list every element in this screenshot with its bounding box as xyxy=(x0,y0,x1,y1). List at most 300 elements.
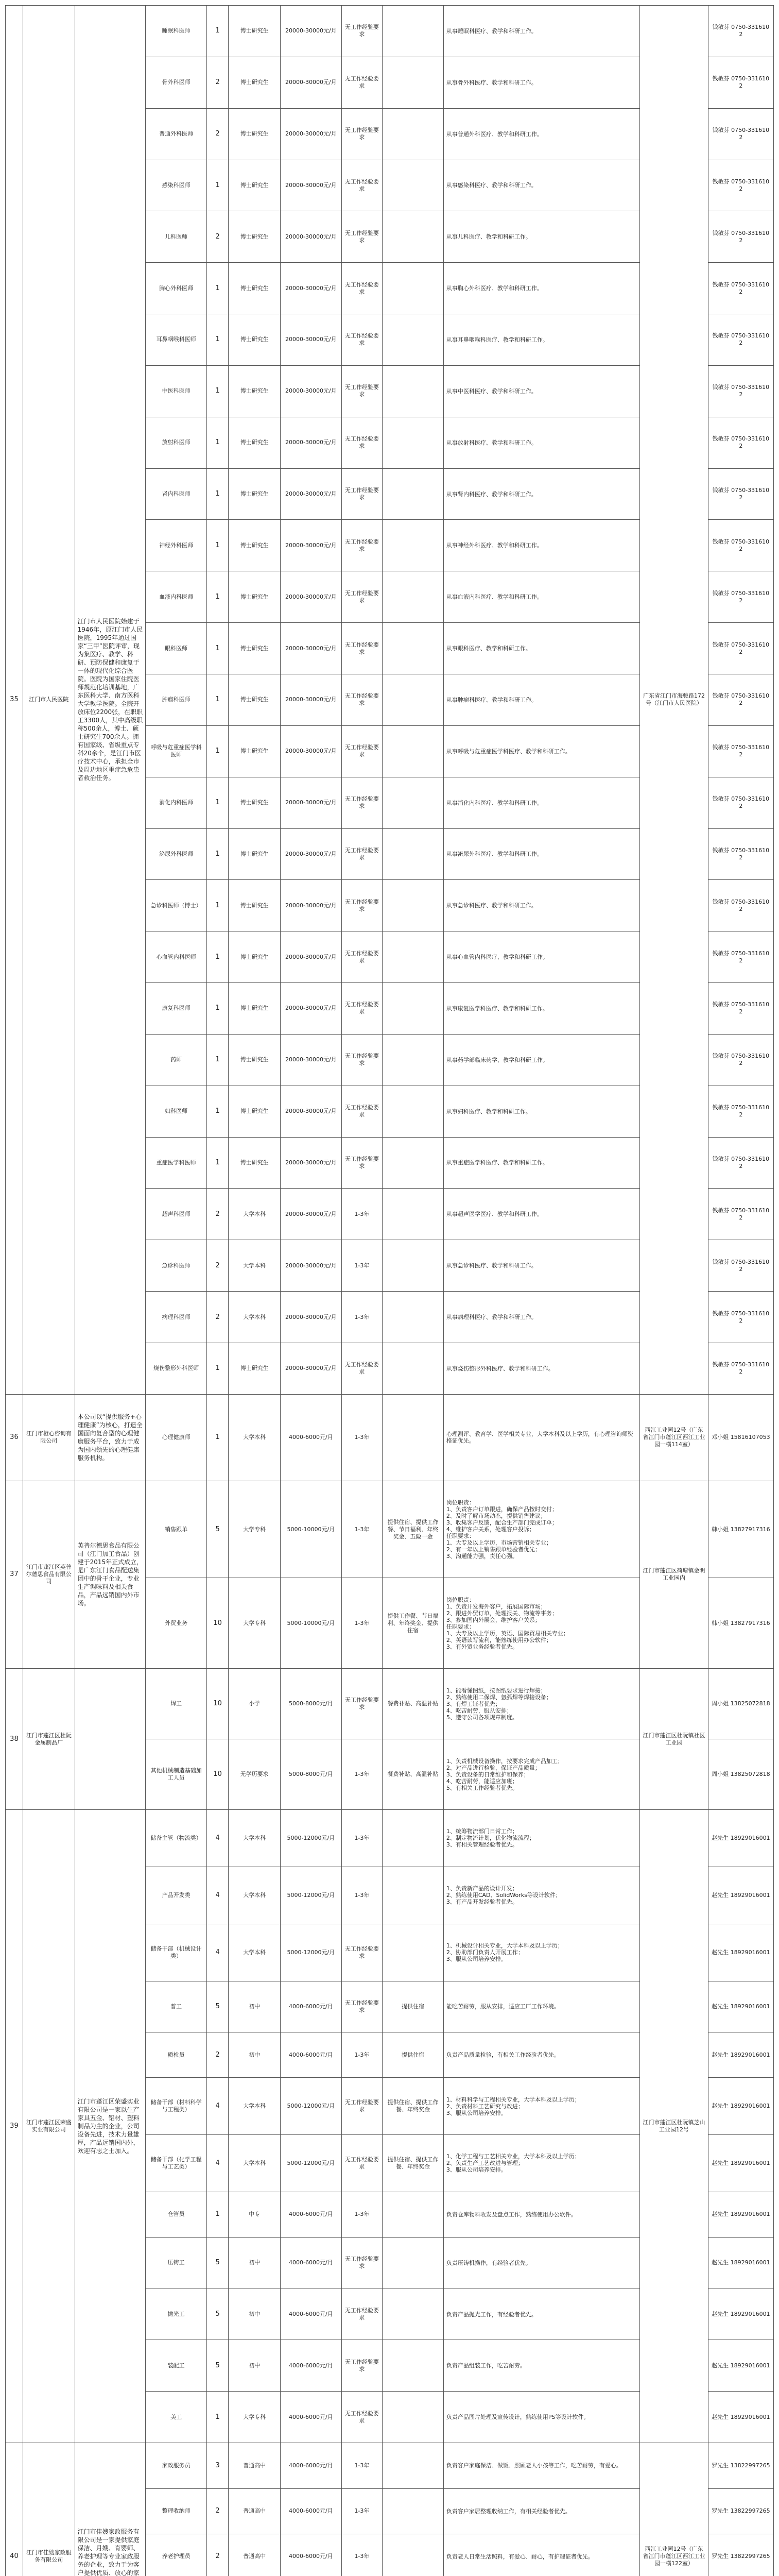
experience: 1-3年 xyxy=(341,2488,382,2534)
requirements: 从事肿瘤科医疗、教学和科研工作。 xyxy=(443,674,639,725)
headcount: 2 xyxy=(206,2488,228,2534)
contact: 赵先生 18929016001 xyxy=(708,2392,773,2443)
experience: 无工作经验要求 xyxy=(341,2078,382,2135)
requirements: 负责压铸机操作，有经验者优先。 xyxy=(443,2237,639,2289)
experience: 无工作经验要求 xyxy=(341,2340,382,2392)
table-row xyxy=(6,6,774,57)
position-name: 仓管员 xyxy=(146,2192,207,2237)
employer-name: 江门市橙心咨询有限公司 xyxy=(23,1394,75,1481)
education: 大学专科 xyxy=(229,1481,281,1578)
headcount: 2 xyxy=(206,1240,228,1292)
contact: 赵先生 18929016001 xyxy=(708,2192,773,2237)
requirements: 负责老人日常生活照料，有爱心、耐心，有护理证者优先。 xyxy=(443,2534,639,2576)
work-address: 江门市蓬江区杜阮镇社区工业园 xyxy=(640,1669,708,1810)
position-name: 耳鼻咽喉科医师 xyxy=(146,314,207,366)
position-name: 血液内科医师 xyxy=(146,571,207,623)
headcount: 1 xyxy=(206,777,228,828)
salary: 4000-6000元/月 xyxy=(281,2032,342,2078)
salary: 20000-30000元/月 xyxy=(281,674,342,725)
position-name: 康复科医师 xyxy=(146,983,207,1035)
benefits xyxy=(383,828,444,880)
contact: 罗先生 13822997265 xyxy=(708,2488,773,2534)
position-name: 质检员 xyxy=(146,2032,207,2078)
requirements: 从事药学部临床药学、教学和科研工作。 xyxy=(443,1034,639,1086)
education: 博士研究生 xyxy=(229,1034,281,1086)
requirements: 1、化学工程与工艺相关专业，大学本科及以上学历； 2、负责生产工艺改进与管理； 3、服从公司培养安排。 xyxy=(443,2135,639,2192)
experience: 无工作经验要求 xyxy=(341,417,382,468)
requirements: 负责仓库物料收发及盘点工作，熟练使用办公软件。 xyxy=(443,2192,639,2237)
headcount: 1 xyxy=(206,365,228,417)
requirements: 1、负责机械设备操作，按要求完成产品加工； 2、对产品进行检验，保证产品质量； 3、负责设备的日常维护和保养； 4、吃苦耐劳，能适应加班； 5、有相关工作经验者优先。 xyxy=(443,1739,639,1810)
requirements: 从事呼吸与危重症医学科医疗、教学和科研工作。 xyxy=(443,725,639,777)
benefits xyxy=(383,931,444,983)
benefits: 提供住宿 xyxy=(383,2032,444,2078)
headcount: 1 xyxy=(206,983,228,1035)
position-name: 肿瘤科医师 xyxy=(146,674,207,725)
contact: 赵先生 18929016001 xyxy=(708,1981,773,2032)
position-name: 其他机械制造基础加工人员 xyxy=(146,1739,207,1810)
requirements: 从事心血管内科医疗、教学和科研工作。 xyxy=(443,931,639,983)
benefits xyxy=(383,6,444,57)
requirements: 从事儿科医疗、教学和科研工作。 xyxy=(443,211,639,263)
requirements: 从事中医科医疗、教学和科研工作。 xyxy=(443,365,639,417)
education: 普通高中 xyxy=(229,2488,281,2534)
education: 博士研究生 xyxy=(229,931,281,983)
education: 博士研究生 xyxy=(229,365,281,417)
education: 博士研究生 xyxy=(229,725,281,777)
work-address: 广东省江门市海骏路172号（江门市人民医院） xyxy=(640,6,708,1395)
contact: 钱敏芬 0750-3316102 xyxy=(708,520,773,571)
position-name: 儿科医师 xyxy=(146,211,207,263)
headcount: 1 xyxy=(206,6,228,57)
contact: 钱敏芬 0750-3316102 xyxy=(708,880,773,931)
employer-name: 江门市蓬江区英普尔德思食品有限公司 xyxy=(23,1481,75,1669)
salary: 4000-6000元/月 xyxy=(281,1981,342,2032)
requirements: 从事胸心外科医疗、教学和科研工作。 xyxy=(443,263,639,314)
experience: 1-3年 xyxy=(341,1810,382,1867)
position-name: 重症医学科医师 xyxy=(146,1137,207,1189)
contact: 钱敏芬 0750-3316102 xyxy=(708,931,773,983)
headcount: 5 xyxy=(206,2340,228,2392)
requirements: 从事眼科医疗、教学和科研工作。 xyxy=(443,623,639,674)
salary: 20000-30000元/月 xyxy=(281,1292,342,1343)
headcount: 1 xyxy=(206,2192,228,2237)
position-name: 放射科医师 xyxy=(146,417,207,468)
benefits: 餐费补贴、高温补贴 xyxy=(383,1739,444,1810)
education: 博士研究生 xyxy=(229,777,281,828)
headcount: 1 xyxy=(206,2392,228,2443)
position-name: 焊工 xyxy=(146,1669,207,1739)
experience: 无工作经验要求 xyxy=(341,2392,382,2443)
headcount: 1 xyxy=(206,931,228,983)
recruitment-table xyxy=(5,5,774,2576)
requirements: 1、能看懂图纸，按图纸要求进行焊接； 2、熟练使用二保焊、氩弧焊等焊接设备； 3、有焊工证者优先； 4、吃苦耐劳，服从安排； 5、遵守公司各项规章制度。 xyxy=(443,1669,639,1739)
headcount: 10 xyxy=(206,1739,228,1810)
contact: 钱敏芬 0750-3316102 xyxy=(708,1137,773,1189)
contact: 赵先生 18929016001 xyxy=(708,1924,773,1981)
education: 初中 xyxy=(229,2289,281,2340)
headcount: 1 xyxy=(206,725,228,777)
requirements: 从事急诊科医疗、教学和科研工作。 xyxy=(443,1240,639,1292)
headcount: 10 xyxy=(206,1669,228,1739)
contact: 赵先生 18929016001 xyxy=(708,2032,773,2078)
education: 博士研究生 xyxy=(229,983,281,1035)
salary: 20000-30000元/月 xyxy=(281,931,342,983)
employer-description: 英普尔德思食品有限公司（江门加工食品）创建于2015年正式成立，是广东江门食品配送集团中的骨干企业，专业生产调味料及相关食品，产品远销国内外市场。 xyxy=(75,1481,146,1669)
education: 大学本科 xyxy=(229,1867,281,1924)
benefits xyxy=(383,571,444,623)
benefits xyxy=(383,2392,444,2443)
contact: 韩小姐 13827917316 xyxy=(708,1481,773,1578)
position-name: 肾内科医师 xyxy=(146,468,207,520)
requirements: 从事烧伤整形外科医疗、教学和科研工作。 xyxy=(443,1343,639,1394)
benefits xyxy=(383,1034,444,1086)
benefits xyxy=(383,2237,444,2289)
headcount: 2 xyxy=(206,2534,228,2576)
benefits xyxy=(383,674,444,725)
salary: 20000-30000元/月 xyxy=(281,571,342,623)
work-address: 西江工业园12号（广东省江门市蓬江区西江工业园一横114室） xyxy=(640,1394,708,1481)
education: 无学历要求 xyxy=(229,1739,281,1810)
salary: 5000-8000元/月 xyxy=(281,1739,342,1810)
benefits xyxy=(383,263,444,314)
headcount: 1 xyxy=(206,623,228,674)
education: 博士研究生 xyxy=(229,108,281,160)
experience: 1-3年 xyxy=(341,2443,382,2489)
employer-number: 40 xyxy=(6,2443,23,2576)
education: 博士研究生 xyxy=(229,314,281,366)
requirements: 负责产品抛光工作，有经验者优先。 xyxy=(443,2289,639,2340)
headcount: 5 xyxy=(206,1481,228,1578)
benefits xyxy=(383,1924,444,1981)
salary: 20000-30000元/月 xyxy=(281,725,342,777)
salary: 4000-6000元/月 xyxy=(281,2289,342,2340)
requirements: 负责客户家居整理收纳工作，有相关经验者优先。 xyxy=(443,2488,639,2534)
position-name: 销售跟单 xyxy=(146,1481,207,1578)
experience: 无工作经验要求 xyxy=(341,1086,382,1137)
benefits xyxy=(383,777,444,828)
employer-name: 江门市人民医院 xyxy=(23,6,75,1395)
contact: 赵先生 18929016001 xyxy=(708,2135,773,2192)
headcount: 1 xyxy=(206,314,228,366)
employer-name: 江门市蓬江区荣盛实业有限公司 xyxy=(23,1810,75,2443)
salary: 5000-10000元/月 xyxy=(281,1578,342,1669)
headcount: 1 xyxy=(206,1086,228,1137)
headcount: 4 xyxy=(206,1867,228,1924)
position-name: 储备干部（化学工程与工艺类） xyxy=(146,2135,207,2192)
experience: 1-3年 xyxy=(341,1578,382,1669)
contact: 钱敏芬 0750-3316102 xyxy=(708,623,773,674)
position-name: 药师 xyxy=(146,1034,207,1086)
headcount: 1 xyxy=(206,880,228,931)
employer-description: 江门市佳嫂家政服务有限公司是一家提供家庭保洁、月嫂、育婴师、养老护理等专业家政服务的企业，致力于为客户提供优质、放心的家 xyxy=(75,2443,146,2576)
contact: 赵先生 18929016001 xyxy=(708,2289,773,2340)
requirements: 从事骨外科医疗、教学和科研工作。 xyxy=(443,57,639,108)
benefits xyxy=(383,2192,444,2237)
position-name: 普通外科医师 xyxy=(146,108,207,160)
headcount: 2 xyxy=(206,1189,228,1240)
experience: 无工作经验要求 xyxy=(341,623,382,674)
position-name: 心血管内科医师 xyxy=(146,931,207,983)
benefits xyxy=(383,983,444,1035)
salary: 4000-6000元/月 xyxy=(281,2340,342,2392)
employer-number: 39 xyxy=(6,1810,23,2443)
experience: 1-3年 xyxy=(341,1867,382,1924)
benefits xyxy=(383,2488,444,2534)
contact: 钱敏芬 0750-3316102 xyxy=(708,57,773,108)
benefits: 提供工作餐、节日福利、年终奖金、提供住宿 xyxy=(383,1578,444,1669)
education: 博士研究生 xyxy=(229,417,281,468)
contact: 赵先生 18929016001 xyxy=(708,1867,773,1924)
requirements: 从事血液内科医疗、教学和科研工作。 xyxy=(443,571,639,623)
experience: 1-3年 xyxy=(341,1481,382,1578)
employer-description: 本公司以“提供服务+心理健康”为核心，打造全国面向复合型的心理健康服务平台，致力于成为国内领先的心理健康服务机构。 xyxy=(75,1394,146,1481)
experience: 无工作经验要求 xyxy=(341,2237,382,2289)
requirements: 从事消化内科医疗、教学和科研工作。 xyxy=(443,777,639,828)
requirements: 负责产品图片处理及宣传设计，熟练使用PS等设计软件。 xyxy=(443,2392,639,2443)
salary: 5000-12000元/月 xyxy=(281,1924,342,1981)
headcount: 4 xyxy=(206,2078,228,2135)
contact: 韩小姐 13827917316 xyxy=(708,1578,773,1669)
requirements: 从事妇科医疗、教学和科研工作。 xyxy=(443,1086,639,1137)
position-name: 睡眠科医师 xyxy=(146,6,207,57)
experience: 1-3年 xyxy=(341,2534,382,2576)
headcount: 1 xyxy=(206,674,228,725)
benefits xyxy=(383,1867,444,1924)
experience: 1-3年 xyxy=(341,1240,382,1292)
contact: 赵先生 18929016001 xyxy=(708,1810,773,1867)
contact: 赵先生 18929016001 xyxy=(708,2078,773,2135)
requirements: 从事泌尿外科医疗、教学和科研工作。 xyxy=(443,828,639,880)
position-name: 超声科医师 xyxy=(146,1189,207,1240)
experience: 无工作经验要求 xyxy=(341,1981,382,2032)
experience: 无工作经验要求 xyxy=(341,674,382,725)
requirements: 负责产品组装工作，吃苦耐劳。 xyxy=(443,2340,639,2392)
headcount: 1 xyxy=(206,1034,228,1086)
position-name: 骨外科医师 xyxy=(146,57,207,108)
education: 初中 xyxy=(229,1981,281,2032)
education: 普通高中 xyxy=(229,2534,281,2576)
salary: 5000-12000元/月 xyxy=(281,2135,342,2192)
employer-description: 江门市人民医院始建于1946年，原江门市人民医院，1995年通过国家“三甲”医院评审，现为集医疗、教学、科研、预防保健和康复于一体的现代化综合医院。医院为国家住院医师规范化培训基地，广东医科大学、南方医科大学教学医院。全院开放床位2200张，在职职工3300人，其中高级职称500余人，博士、硕士研究生700余人。拥有国家级、省级重点专科20余个，是江门市医疗技术中心，承担全市及周边地区重症急危患者救治任务。 xyxy=(75,6,146,1395)
employer-number: 38 xyxy=(6,1669,23,1810)
position-name: 抛光工 xyxy=(146,2289,207,2340)
benefits xyxy=(383,1394,444,1481)
education: 大学本科 xyxy=(229,1394,281,1481)
position-name: 妇科医师 xyxy=(146,1086,207,1137)
salary: 5000-8000元/月 xyxy=(281,1669,342,1739)
contact: 罗先生 13822997265 xyxy=(708,2534,773,2576)
table-row xyxy=(6,1810,774,1867)
experience: 无工作经验要求 xyxy=(341,1924,382,1981)
headcount: 4 xyxy=(206,2135,228,2192)
experience: 无工作经验要求 xyxy=(341,468,382,520)
education: 博士研究生 xyxy=(229,623,281,674)
salary: 20000-30000元/月 xyxy=(281,417,342,468)
experience: 无工作经验要求 xyxy=(341,1669,382,1739)
salary: 4000-6000元/月 xyxy=(281,1394,342,1481)
experience: 无工作经验要求 xyxy=(341,263,382,314)
requirements: 能吃苦耐劳，服从安排，适应工厂工作环境。 xyxy=(443,1981,639,2032)
requirements: 从事病理科医疗、教学和科研工作。 xyxy=(443,1292,639,1343)
requirements: 负责客户家庭保洁、做饭、照顾老人小孩等工作，吃苦耐劳，有爱心。 xyxy=(443,2443,639,2489)
contact: 邓小姐 15816107053 xyxy=(708,1394,773,1481)
salary: 20000-30000元/月 xyxy=(281,1189,342,1240)
experience: 无工作经验要求 xyxy=(341,983,382,1035)
requirements: 1、材料科学与工程相关专业，大学本科及以上学历； 2、负责材料工艺研究与改进； 3、服从公司培养安排。 xyxy=(443,2078,639,2135)
education: 中专 xyxy=(229,2192,281,2237)
benefits xyxy=(383,468,444,520)
headcount: 1 xyxy=(206,263,228,314)
requirements: 1、负责新产品的设计开发； 2、熟练使用CAD、SolidWorks等设计软件； 3、有产品开发经验者优先。 xyxy=(443,1867,639,1924)
salary: 20000-30000元/月 xyxy=(281,57,342,108)
headcount: 1 xyxy=(206,520,228,571)
salary: 4000-6000元/月 xyxy=(281,2392,342,2443)
experience: 1-3年 xyxy=(341,2192,382,2237)
salary: 4000-6000元/月 xyxy=(281,2488,342,2534)
contact: 钱敏芬 0750-3316102 xyxy=(708,211,773,263)
education: 大学本科 xyxy=(229,2135,281,2192)
employer-name: 江门市佳嫂家政服务有限公司 xyxy=(23,2443,75,2576)
benefits xyxy=(383,314,444,366)
position-name: 储备干部（机械设计类） xyxy=(146,1924,207,1981)
education: 大学本科 xyxy=(229,2078,281,2135)
benefits xyxy=(383,160,444,211)
education: 大学专科 xyxy=(229,1578,281,1669)
experience: 无工作经验要求 xyxy=(341,365,382,417)
employer-name: 江门市蓬江区杜阮金属制品厂 xyxy=(23,1669,75,1810)
experience: 无工作经验要求 xyxy=(341,6,382,57)
headcount: 5 xyxy=(206,2237,228,2289)
benefits xyxy=(383,1292,444,1343)
benefits xyxy=(383,1137,444,1189)
experience: 无工作经验要求 xyxy=(341,1137,382,1189)
salary: 20000-30000元/月 xyxy=(281,520,342,571)
employer-number: 36 xyxy=(6,1394,23,1481)
contact: 周小姐 13825072818 xyxy=(708,1669,773,1739)
contact: 周小姐 13825072818 xyxy=(708,1739,773,1810)
salary: 20000-30000元/月 xyxy=(281,880,342,931)
salary: 20000-30000元/月 xyxy=(281,828,342,880)
contact: 钱敏芬 0750-3316102 xyxy=(708,365,773,417)
contact: 钱敏芬 0750-3316102 xyxy=(708,468,773,520)
education: 博士研究生 xyxy=(229,674,281,725)
benefits xyxy=(383,623,444,674)
headcount: 10 xyxy=(206,1578,228,1669)
position-name: 感染科医师 xyxy=(146,160,207,211)
education: 大学本科 xyxy=(229,1292,281,1343)
position-name: 心理健康师 xyxy=(146,1394,207,1481)
salary: 20000-30000元/月 xyxy=(281,160,342,211)
salary: 5000-12000元/月 xyxy=(281,2078,342,2135)
requirements: 岗位职责： 1、负责开发海外客户，拓展国际市场； 2、跟进外贸订单，处理报关、物流等事务； 3、参加国内外展会，维护客户关系； 任职要求： 1、大专及以上学历，英语、国际贸易相关专业； 2、英语读写流利，能熟练使用办公软件； 3、有外贸业务经验者优先。 xyxy=(443,1578,639,1669)
contact: 钱敏芬 0750-3316102 xyxy=(708,108,773,160)
contact: 钱敏芬 0750-3316102 xyxy=(708,417,773,468)
contact: 钱敏芬 0750-3316102 xyxy=(708,674,773,725)
requirements: 从事重症医学科医疗、教学和科研工作。 xyxy=(443,1137,639,1189)
salary: 20000-30000元/月 xyxy=(281,211,342,263)
salary: 5000-12000元/月 xyxy=(281,1810,342,1867)
education: 博士研究生 xyxy=(229,1343,281,1394)
position-name: 神经外科医师 xyxy=(146,520,207,571)
experience: 无工作经验要求 xyxy=(341,2289,382,2340)
experience: 1-3年 xyxy=(341,2032,382,2078)
contact: 钱敏芬 0750-3316102 xyxy=(708,1240,773,1292)
education: 初中 xyxy=(229,2032,281,2078)
requirements: 心理测评、教育学、医学相关专业，大学本科及以上学历，有心理咨询师资格证优先。 xyxy=(443,1394,639,1481)
benefits: 餐费补贴、高温补贴 xyxy=(383,1669,444,1739)
requirements: 从事放射科医疗、教学和科研工作。 xyxy=(443,417,639,468)
position-name: 消化内科医师 xyxy=(146,777,207,828)
headcount: 1 xyxy=(206,1137,228,1189)
work-address: 江门市蓬江区杜阮镇芝山工业园12号 xyxy=(640,1810,708,2443)
contact: 罗先生 13822997265 xyxy=(708,2443,773,2489)
salary: 20000-30000元/月 xyxy=(281,1034,342,1086)
contact: 钱敏芬 0750-3316102 xyxy=(708,1292,773,1343)
benefits: 提供住宿、提供工作餐、年终奖金 xyxy=(383,2078,444,2135)
education: 博士研究生 xyxy=(229,160,281,211)
salary: 4000-6000元/月 xyxy=(281,2534,342,2576)
salary: 20000-30000元/月 xyxy=(281,777,342,828)
experience: 无工作经验要求 xyxy=(341,725,382,777)
benefits xyxy=(383,2534,444,2576)
contact: 赵先生 18929016001 xyxy=(708,2237,773,2289)
experience: 无工作经验要求 xyxy=(341,108,382,160)
position-name: 美工 xyxy=(146,2392,207,2443)
position-name: 储备主管（物流类） xyxy=(146,1810,207,1867)
education: 普通高中 xyxy=(229,2443,281,2489)
salary: 5000-12000元/月 xyxy=(281,1867,342,1924)
benefits xyxy=(383,417,444,468)
benefits xyxy=(383,1240,444,1292)
headcount: 2 xyxy=(206,108,228,160)
headcount: 5 xyxy=(206,1981,228,2032)
requirements: 从事耳鼻咽喉科医疗、教学和科研工作。 xyxy=(443,314,639,366)
contact: 钱敏芬 0750-3316102 xyxy=(708,1034,773,1086)
education: 初中 xyxy=(229,2340,281,2392)
education: 博士研究生 xyxy=(229,263,281,314)
experience: 1-3年 xyxy=(341,1394,382,1481)
benefits xyxy=(383,1343,444,1394)
position-name: 急诊科医师 xyxy=(146,1240,207,1292)
benefits xyxy=(383,108,444,160)
salary: 4000-6000元/月 xyxy=(281,2443,342,2489)
salary: 20000-30000元/月 xyxy=(281,623,342,674)
headcount: 2 xyxy=(206,2032,228,2078)
position-name: 养老护理员 xyxy=(146,2534,207,2576)
benefits xyxy=(383,2443,444,2489)
salary: 4000-6000元/月 xyxy=(281,2237,342,2289)
salary: 20000-30000元/月 xyxy=(281,1086,342,1137)
requirements: 从事超声医学医疗、教学和科研工作。 xyxy=(443,1189,639,1240)
education: 博士研究生 xyxy=(229,1137,281,1189)
work-address: 江门市蓬江区荷塘镇金明工业园内 xyxy=(640,1481,708,1669)
experience: 无工作经验要求 xyxy=(341,931,382,983)
employer-number: 35 xyxy=(6,6,23,1395)
benefits xyxy=(383,1810,444,1867)
headcount: 4 xyxy=(206,1810,228,1867)
salary: 20000-30000元/月 xyxy=(281,1137,342,1189)
position-name: 普工 xyxy=(146,1981,207,2032)
position-name: 急诊科医师（博士） xyxy=(146,880,207,931)
headcount: 1 xyxy=(206,417,228,468)
employer-description xyxy=(75,1669,146,1810)
table-row xyxy=(6,2443,774,2489)
requirements: 负责产品质量检验，有相关工作经验者优先。 xyxy=(443,2032,639,2078)
position-name: 储备干部（材料科学与工程类） xyxy=(146,2078,207,2135)
table-row xyxy=(6,1481,774,1578)
education: 博士研究生 xyxy=(229,468,281,520)
